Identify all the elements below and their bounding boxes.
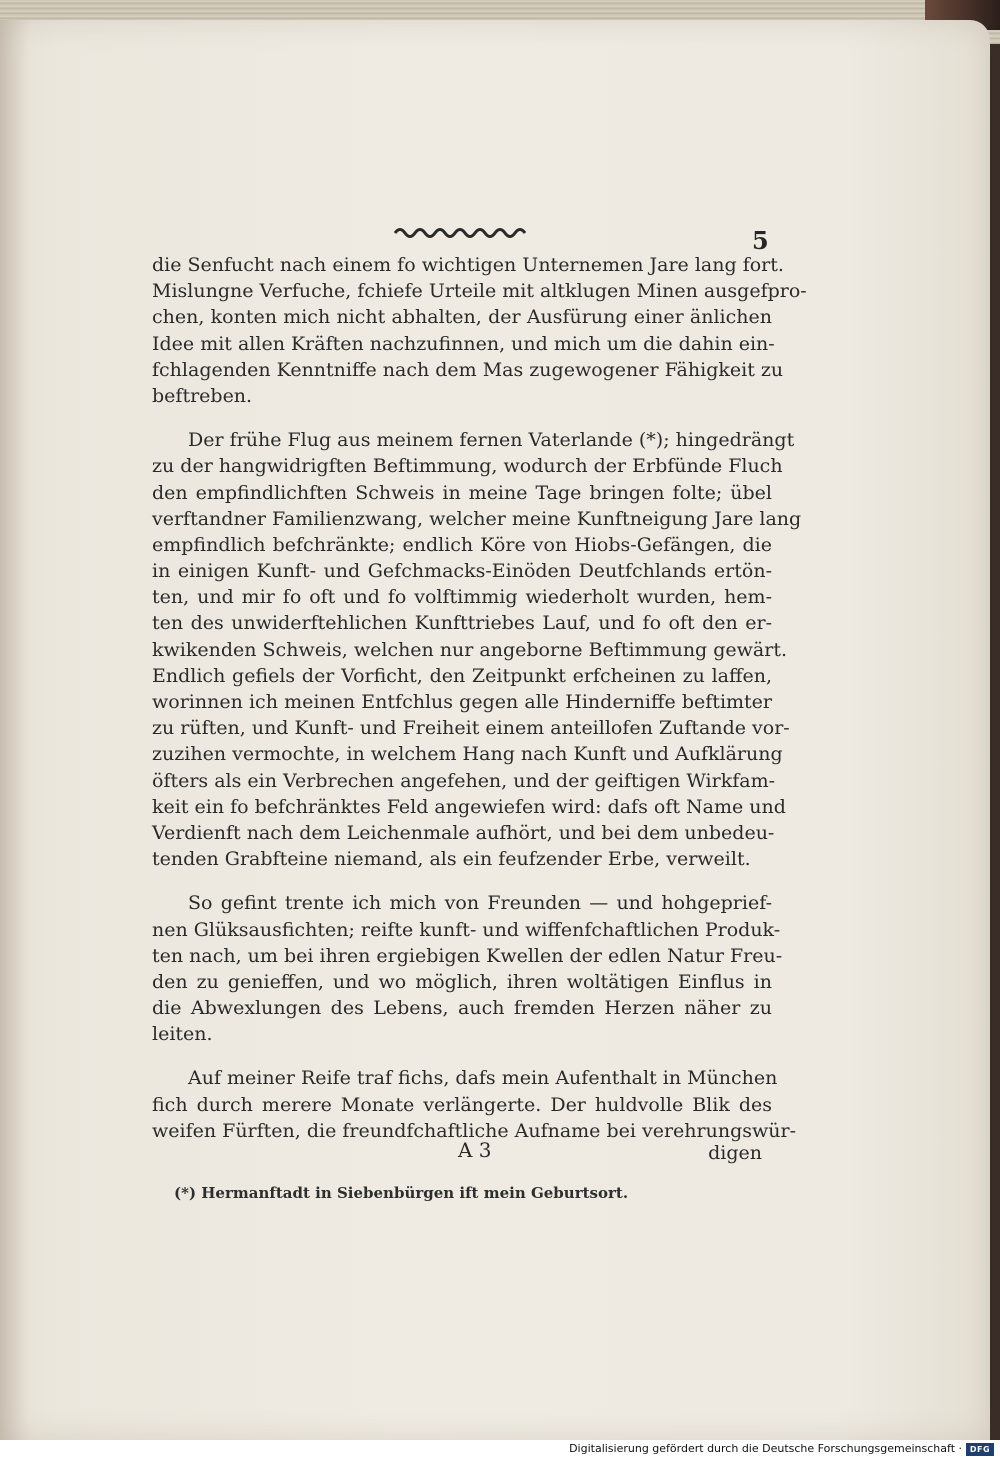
text-line: öfters als ein Verbrechen angefehen, und der geiftigen Wirkfam- <box>152 769 776 792</box>
text-line: zuzihen vermochte, in welchem Hang nach Kunft und Aufklärung <box>152 743 783 766</box>
text-line: Endlich gefiels der Vorficht, den Zeitpunkt erfcheinen zu laffen, <box>152 664 772 687</box>
paragraph-gap <box>152 1047 772 1065</box>
text-line: tenden Grabfteine niemand, als ein feufzender Erbe, verweilt. <box>152 848 751 871</box>
signature-row <box>152 1138 762 1166</box>
text-line: beftreben. <box>152 384 253 407</box>
text-line: Der frühe Flug aus meinem fernen Vaterlande (*); hingedrängt <box>188 429 795 452</box>
text-line: die Senfucht nach einem fo wichtigen Unternemen Jare lang fort. <box>152 254 784 276</box>
text-line: worinnen ich meinen Entfchlus gegen alle Hinderniffe beftimter <box>152 691 772 713</box>
text-line: ten, und mir fo oft und fo volftimmig wiederholt wurden, hem- <box>152 586 772 609</box>
text-line: ten nach, um bei ihren ergiebigen Kwellen der edlen Natur Freu- <box>152 944 783 967</box>
text-line: den empfindlichften Schweis in meine Tage bringen folte; übel <box>152 481 772 504</box>
funding-credit: Digitalisierung gefördert durch die Deutsche Forschungsgemeinschaft · <box>569 1442 962 1455</box>
header-ornament-icon <box>393 224 533 242</box>
text-line: die Abwexlungen des Lebens, auch fremden Herzen näher zu <box>152 997 772 1020</box>
text-line: nen Glüksausfichten; reifte kunft- und wiffenfchaftlichen Produk- <box>152 918 781 941</box>
text-line: zu der hangwidrigften Beftimmung, wodurch der Erbfünde Fluch <box>152 455 783 478</box>
gutter-shadow <box>0 20 30 1440</box>
dfg-logo: DFG <box>966 1443 994 1456</box>
footnote: (*) Hermanftadt in Siebenbürgen ift mein Geburtsort. <box>174 1184 629 1202</box>
paragraph-gap <box>152 872 772 890</box>
paragraph-gap <box>152 409 772 427</box>
page-number: 5 <box>752 226 769 255</box>
text-line: zu rüften, und Kunft- und Freiheit einem anteillofen Zuftande vor- <box>152 717 790 740</box>
text-line: fich durch merere Monate verlängerte. Der huldvolle Blik des <box>152 1093 772 1116</box>
catchword: digen <box>708 1142 762 1164</box>
text-line: ten des unwiderftehlichen Kunfttriebes Lauf, und fo oft den er- <box>152 612 772 635</box>
credit-bar <box>0 1440 1000 1460</box>
text-line: So gefint trente ich mich von Freunden — und hohgeprief- <box>188 892 772 915</box>
text-line: kwikenden Schweis, welchen nur angeborne Beftimmung gewärt. <box>152 638 788 661</box>
text-line: leiten. <box>152 1023 213 1046</box>
text-line: in einigen Kunft- und Gefchmacks-Einöden Deutfchlands ertön- <box>152 560 772 583</box>
text-line: Idee mit allen Kräften nachzufinnen, und mich um die dahin ein- <box>152 332 775 355</box>
signature-mark: A 3 <box>458 1138 492 1162</box>
text-line: keit ein fo befchränktes Feld angewiefen wird: dafs oft Name und <box>152 795 786 818</box>
text-line: verftandner Familienzwang, welcher meine Kunftneigung Jare lang <box>152 507 802 530</box>
text-line: Mislungne Verfuche, fchiefe Urteile mit altklugen Minen ausgefpro- <box>152 280 807 303</box>
text-line: den zu genieffen, und wo möglich, ihren woltätigen Einflus in <box>152 970 772 993</box>
body-text <box>152 252 807 1144</box>
text-line: weifen Fürften, die freundfchaftliche Aufname bei verehrungswür- <box>152 1119 796 1142</box>
text-line: Auf meiner Reife traf fichs, dafs mein Aufenthalt in München <box>188 1067 778 1090</box>
text-line: fchlagenden Kenntniffe nach dem Mas zugewogener Fähigkeit zu <box>152 358 784 381</box>
text-line: empfindlich befchränkte; endlich Köre von Hiobs-Gefängen, die <box>152 533 772 556</box>
text-line: chen, konten mich nicht abhalten, der Ausfürung einer änlichen <box>152 306 772 329</box>
text-line: Verdienft nach dem Leichenmale aufhört, und bei dem unbedeu- <box>152 821 775 844</box>
